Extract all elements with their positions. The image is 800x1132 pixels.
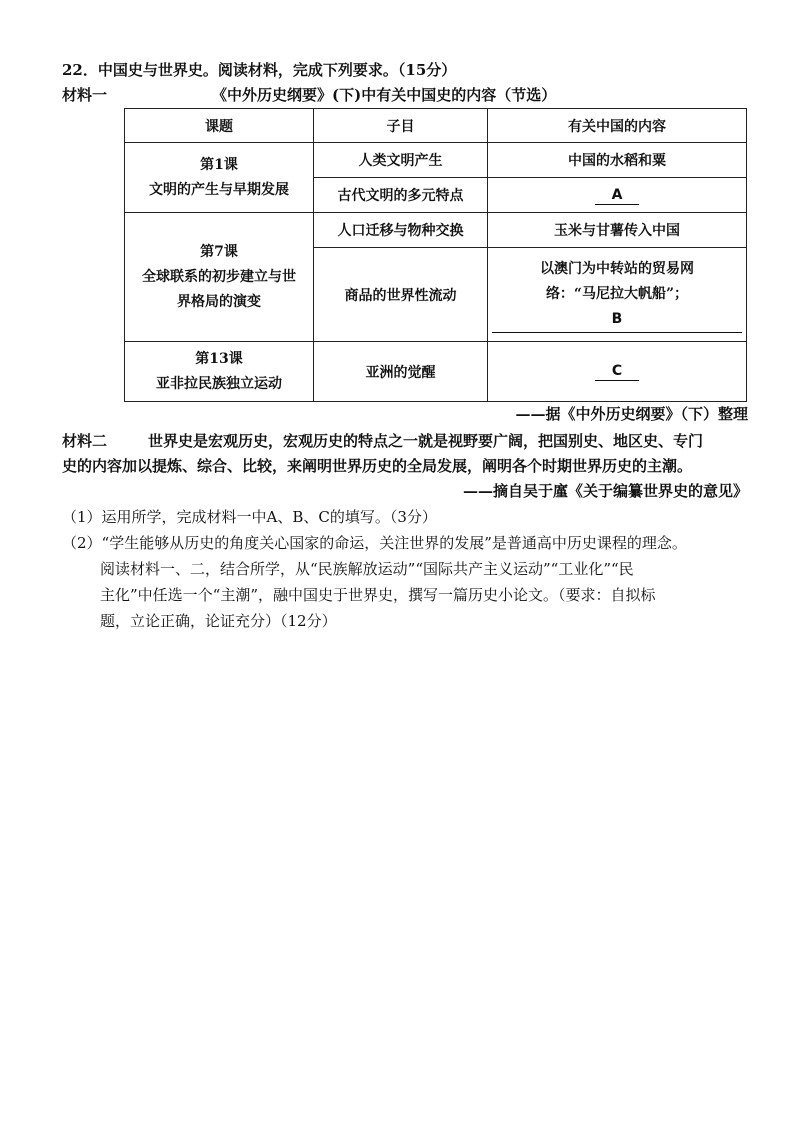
lesson7-sub1: 人口迁移与物种交换 [314,213,488,248]
lesson1-sub2: 古代文明的多元特点 [314,178,488,213]
lesson7-content2: 以澳门为中转站的贸易网 络：“马尼拉大帆船”； B [488,248,747,342]
task-q1: （1）运用所学，完成材料一中A、B、C的填写。（3分） [62,508,437,526]
header-topic: 课题 [125,109,314,143]
table-title: 《中外历史纲要》(下)中有关中国史的内容（节选） [212,86,557,104]
task-q2-line2: 阅读材料一、二，结合所学，从“民族解放运动”“国际共产主义运动”“工业化”“民 [100,560,634,578]
material2-source: ——摘自吴于廑《关于编纂世界史的意见》 [462,482,748,500]
blank-a-cell [488,178,747,213]
lesson7-content1: 玉米与甘薯传入中国 [488,213,747,248]
table-row [125,342,747,402]
lesson1-content1: 中国的水稻和粟 [488,143,747,178]
table-row [125,213,747,248]
lesson7-sub2: 商品的世界性流动 [314,248,488,342]
task-q2-line1: （2）“学生能够从历史的角度关心国家的命运，关注世界的发展”是普通高中历史课程的理念。 [62,534,687,552]
blank-c: C [595,362,639,381]
lesson13-title: 第13课 亚非拉民族独立运动 [125,342,314,402]
material2-line1: 世界史是宏观历史，宏观历史的特点之一就是视野要广阔，把国别史、地区史、专门 [148,432,704,450]
table-row [125,143,747,178]
material1-label: 材料一 [62,86,108,104]
lesson7-title: 第7课 全球联系的初步建立与世 界格局的演变 [125,213,314,342]
lesson13-sub1: 亚洲的觉醒 [314,342,488,402]
question-title: 22．中国史与世界史。阅读材料，完成下列要求。（15分） [62,61,457,79]
header-china-content: 有关中国的内容 [488,109,747,143]
material2-label: 材料二 [62,432,108,450]
task-q2-line3: 主化”中任选一个“主潮”，融中国史于世界史，撰写一篇历史小论文。（要求：自拟标 [100,586,656,604]
task-q2-line4: 题，立论正确，论证充分）（12分） [100,612,337,630]
blank-b: B [492,307,742,333]
material1-source: ——据《中外历史纲要》（下）整理 [515,405,748,423]
blank-c-cell [488,342,747,402]
lesson1-sub1: 人类文明产生 [314,143,488,178]
table-header-row [125,109,747,143]
blank-a: A [595,186,639,205]
history-table [124,108,747,402]
material2-line2: 史的内容加以提炼、综合、比较，来阐明世界历史的全局发展，阐明各个时期世界历史的主潮。 [62,457,693,475]
header-subtopic: 子目 [314,109,488,143]
lesson1-title: 第1课 文明的产生与早期发展 [125,143,314,213]
